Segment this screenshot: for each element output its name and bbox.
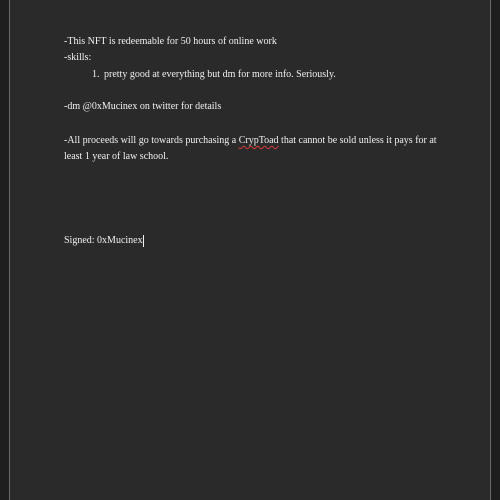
list-item-skills[interactable]: pretty good at everything but dm for more info. Seriously. [104, 69, 336, 80]
text-line-nft-redeemable[interactable]: -This NFT is redeemable for 50 hours of online work [64, 36, 277, 47]
document-page[interactable] [10, 0, 490, 500]
text-line-dm-twitter[interactable]: -dm @0xMucinex on twitter for details [64, 101, 222, 112]
text-line-skills[interactable]: -skills: [64, 52, 92, 63]
proceeds-text-end: that cannot be sold unless it pays for at [278, 135, 437, 146]
signature-line[interactable]: Signed: 0xMucinex [64, 235, 143, 246]
text-line-law-school[interactable]: least 1 year of law school. [64, 151, 169, 162]
left-margin-gutter [0, 0, 9, 500]
right-margin-gutter [491, 0, 500, 500]
spellcheck-flagged-word[interactable]: CrypToad [238, 135, 279, 146]
text-line-proceeds[interactable] [64, 135, 437, 147]
proceeds-text-start: -All proceeds will go towards purchasing a [64, 135, 239, 146]
list-item-number: 1. [92, 69, 100, 80]
text-cursor [143, 235, 144, 247]
